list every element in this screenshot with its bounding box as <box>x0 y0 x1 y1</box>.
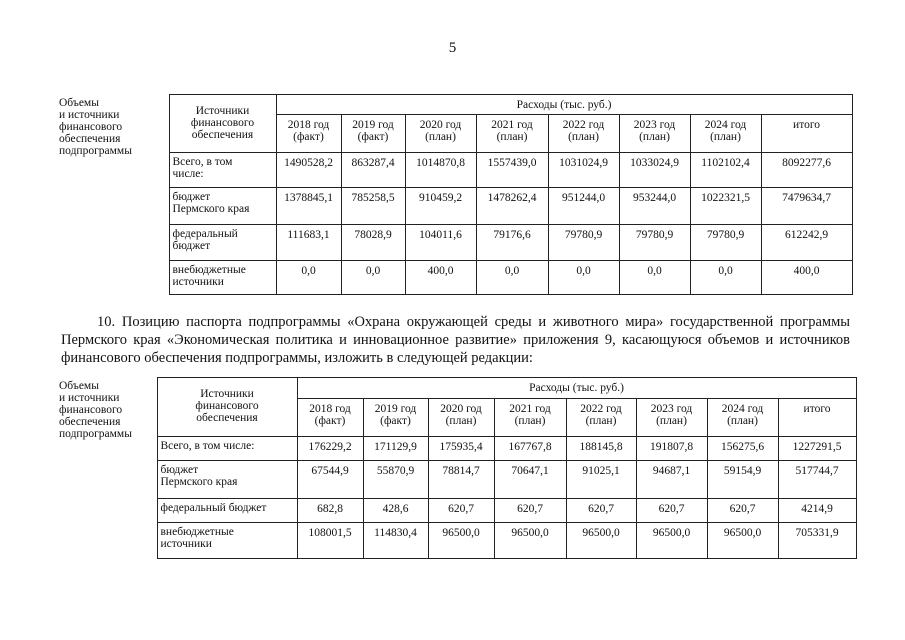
table2-cell: 167767,8 <box>494 437 566 461</box>
table2-expenses-header: Расходы (тыс. руб.) <box>297 378 856 399</box>
table1-cell: 0,0 <box>619 261 690 295</box>
table1-cell: 0,0 <box>548 261 619 295</box>
table2-cell: 114830,4 <box>363 523 428 559</box>
table2-year-header: итого <box>778 399 856 437</box>
table-row <box>56 499 856 523</box>
table1-sources-header: Источники финансового обеспечения <box>169 95 276 153</box>
table2-cell: 188145,8 <box>566 437 636 461</box>
table2-lead-label: Объемы и источники финансового обеспечения подпрограммы <box>56 378 157 559</box>
table2-cell: 191807,8 <box>636 437 707 461</box>
table1-cell: 1022321,5 <box>690 188 761 225</box>
table1-cell: 8092277,6 <box>761 153 852 188</box>
table1-cell: 1102102,4 <box>690 153 761 188</box>
table1-cell: 111683,1 <box>276 225 341 261</box>
table2-cell: 620,7 <box>636 499 707 523</box>
table1-year-header: 2022 год (план) <box>548 115 619 153</box>
table1-cell: 1378845,1 <box>276 188 341 225</box>
table2-cell: 620,7 <box>707 499 778 523</box>
table2-cell: 4214,9 <box>778 499 856 523</box>
table1-cell: 0,0 <box>341 261 405 295</box>
table2-row-label: бюджет Пермского края <box>157 461 297 499</box>
table1-year-header: 2020 год (план) <box>405 115 476 153</box>
table2-cell: 175935,4 <box>428 437 494 461</box>
table2-cell: 176229,2 <box>297 437 363 461</box>
table2-cell: 96500,0 <box>566 523 636 559</box>
table2-cell: 108001,5 <box>297 523 363 559</box>
table1-cell: 1557439,0 <box>476 153 548 188</box>
table1-cell: 1014870,8 <box>405 153 476 188</box>
table1-cell: 1490528,2 <box>276 153 341 188</box>
table2-year-header: 2024 год (план) <box>707 399 778 437</box>
table2-cell: 55870,9 <box>363 461 428 499</box>
page-number: 5 <box>448 40 457 56</box>
table2-row-label: федеральный бюджет <box>157 499 297 523</box>
table2-year-header: 2023 год (план) <box>636 399 707 437</box>
table1-cell: 79176,6 <box>476 225 548 261</box>
table2-cell: 428,6 <box>363 499 428 523</box>
table1-year-header: 2023 год (план) <box>619 115 690 153</box>
table-row <box>56 188 852 225</box>
table-row <box>56 437 856 461</box>
table1-cell: 400,0 <box>405 261 476 295</box>
table1-year-header: 2018 год (факт) <box>276 115 341 153</box>
table2-cell: 705331,9 <box>778 523 856 559</box>
table1-lead-label: Объемы и источники финансового обеспечения подпрограммы <box>56 95 169 295</box>
table-row <box>56 225 852 261</box>
table1-year-header: итого <box>761 115 852 153</box>
table1-cell: 785258,5 <box>341 188 405 225</box>
table1-row-label: бюджет Пермского края <box>169 188 276 225</box>
table2-year-header: 2021 год (план) <box>494 399 566 437</box>
financing-table-2 <box>56 377 857 559</box>
table1-cell: 0,0 <box>476 261 548 295</box>
table1-cell: 0,0 <box>276 261 341 295</box>
table2-cell: 67544,9 <box>297 461 363 499</box>
table1-year-header: 2024 год (план) <box>690 115 761 153</box>
table1-row-label: внебюджетные источники <box>169 261 276 295</box>
table2-cell: 96500,0 <box>494 523 566 559</box>
table2-cell: 59154,9 <box>707 461 778 499</box>
table2-cell: 91025,1 <box>566 461 636 499</box>
table1-cell: 400,0 <box>761 261 852 295</box>
table2-year-header: 2018 год (факт) <box>297 399 363 437</box>
financing-table-1 <box>56 94 853 295</box>
table1-cell: 79780,9 <box>690 225 761 261</box>
table2-cell: 156275,6 <box>707 437 778 461</box>
table2-cell: 517744,7 <box>778 461 856 499</box>
table1-cell: 104011,6 <box>405 225 476 261</box>
table2-cell: 620,7 <box>428 499 494 523</box>
table1-cell: 79780,9 <box>619 225 690 261</box>
table1-row-label: федеральный бюджет <box>169 225 276 261</box>
table1-cell: 1033024,9 <box>619 153 690 188</box>
table-row <box>56 261 852 295</box>
table1-year-header: 2021 год (план) <box>476 115 548 153</box>
table1-cell: 953244,0 <box>619 188 690 225</box>
table2-row-label: Всего, в том числе: <box>157 437 297 461</box>
table2-cell: 78814,7 <box>428 461 494 499</box>
table2-year-header: 2019 год (факт) <box>363 399 428 437</box>
table-row <box>56 153 852 188</box>
table1-cell: 7479634,7 <box>761 188 852 225</box>
table2-cell: 620,7 <box>494 499 566 523</box>
table2-cell: 96500,0 <box>428 523 494 559</box>
table1-cell: 951244,0 <box>548 188 619 225</box>
table1-cell: 910459,2 <box>405 188 476 225</box>
table-row <box>56 523 856 559</box>
table2-year-header: 2022 год (план) <box>566 399 636 437</box>
table1-cell: 78028,9 <box>341 225 405 261</box>
table2-cell: 1227291,5 <box>778 437 856 461</box>
table-row <box>56 461 856 499</box>
table1-cell: 0,0 <box>690 261 761 295</box>
table2-sources-header: Источники финансового обеспечения <box>157 378 297 437</box>
table2-cell: 620,7 <box>566 499 636 523</box>
table2-year-header: 2020 год (план) <box>428 399 494 437</box>
table1-cell: 1478262,4 <box>476 188 548 225</box>
table2-cell: 96500,0 <box>707 523 778 559</box>
table2-cell: 682,8 <box>297 499 363 523</box>
table1-expenses-header: Расходы (тыс. руб.) <box>276 95 852 115</box>
table1-cell: 1031024,9 <box>548 153 619 188</box>
table2-cell: 94687,1 <box>636 461 707 499</box>
table1-row-label: Всего, в том числе: <box>169 153 276 188</box>
table1-cell: 863287,4 <box>341 153 405 188</box>
table1-cell: 612242,9 <box>761 225 852 261</box>
table2-cell: 70647,1 <box>494 461 566 499</box>
amendment-paragraph: 10. Позицию паспорта подпрограммы «Охрана окружающей среды и животного мира» государственной программы Пермского края «Экономическая политика и инновационное развитие» приложения 9, касающуюся объемов и источников финансового обеспечения подпрограммы, изложить в следующей редакции: <box>61 314 850 366</box>
table2-cell: 96500,0 <box>636 523 707 559</box>
table2-row-label: внебюджетные источники <box>157 523 297 559</box>
table1-year-header: 2019 год (факт) <box>341 115 405 153</box>
table2-cell: 171129,9 <box>363 437 428 461</box>
table1-cell: 79780,9 <box>548 225 619 261</box>
